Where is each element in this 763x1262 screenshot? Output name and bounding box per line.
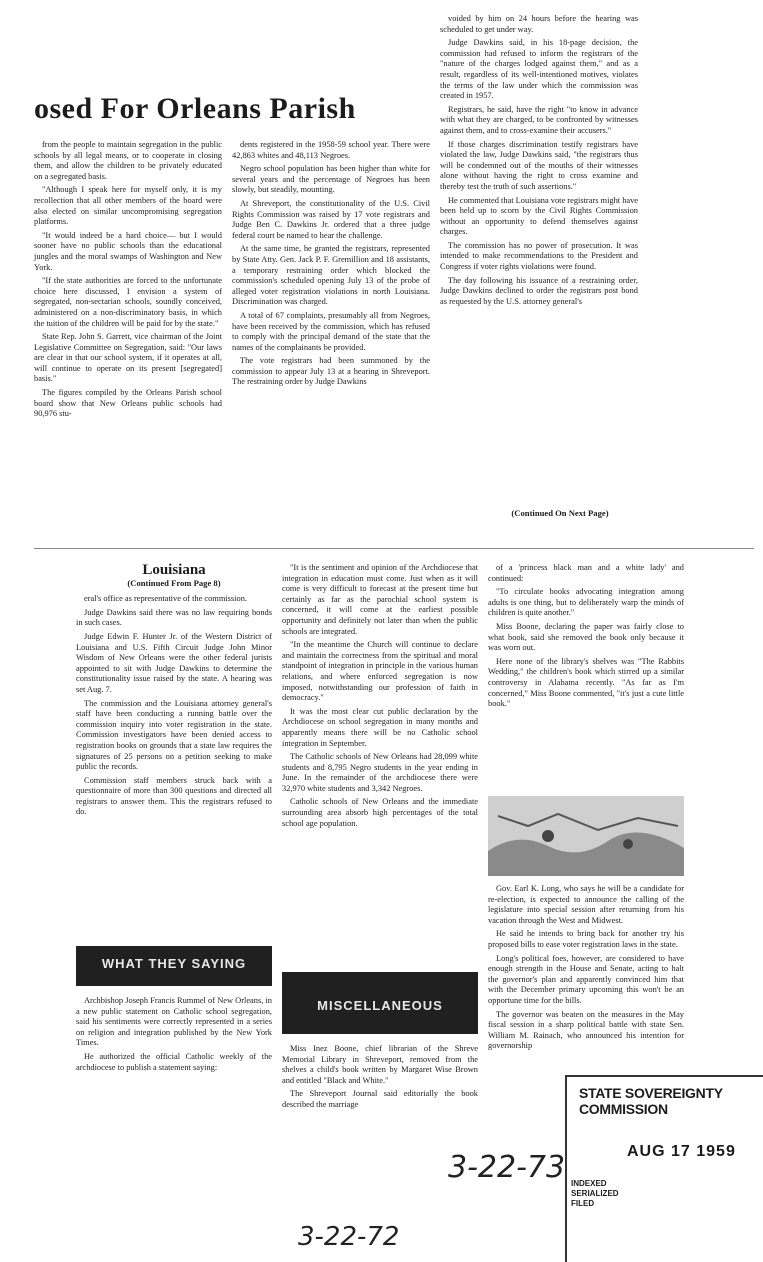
paragraph: "Although I speak here for myself only, it is my recollection that all other members of the board were also elected on similar uncompromising segregation platforms.: [34, 185, 222, 227]
paragraph: "It would indeed be a hard choice— but I would sooner have no public schools than the educational jungles and the moral swamps of Washington and New York.: [34, 230, 222, 272]
louisiana-subtitle: (Continued From Page 8): [127, 577, 221, 588]
paragraph: Judge Dawkins said, in his 18-page decision, the commission had refused to inform the registrars of the "nature of the charges lodged against them," and as a result, regardless of its well-intentioned motives, violates the terms of the law under which the commission was created in 1957.: [440, 38, 638, 101]
newspaper-photo: [488, 796, 684, 876]
stamp-date: AUG 17 1959: [627, 1143, 736, 1160]
paragraph: At Shreveport, the constitutionality of the U.S. Civil Rights Commission was raised by 17 vote registrars and Judge Ben C. Dawkins Jr. ordered that a three judge federal court be named to hear the challenge.: [232, 198, 430, 240]
paragraph: Archbishop Joseph Francis Rummel of New Orleans, in a new public statement on Catholic school segregation, said his sentiments were correctly represented in a series on religion and integration published by the New York Times.: [76, 996, 272, 1048]
middle-column: [282, 563, 478, 832]
handwritten-date-2: 3-22-72: [298, 1222, 400, 1252]
paragraph: At the same time, he granted the registrars, represented by State Atty. Gen. Jack P. F. Gremillion and 18 assistants, a temporary restraining order which blocked the commission's scheduled opening July 13 of the probe of alleged voter registration violations in north Louisiana. Discrimination was charged.: [232, 244, 430, 307]
miscellaneous-banner: [282, 972, 478, 1034]
continued-next-page: (Continued On Next Page): [511, 508, 609, 518]
paragraph: The commission and the Louisiana attorney general's staff have been conducting a running battle over the commission inquiry into voter registration in the state. Commission investigators have been denied access to registration books on grounds that a state law requires the signatures of 25 persons on a petition seeking to make public the records.: [76, 698, 272, 772]
stamp-serialized: SERIALIZED: [571, 1189, 619, 1198]
top-middle-column: [232, 140, 430, 391]
stamp-filed: FILED: [571, 1199, 595, 1208]
photo-texture: [488, 796, 684, 876]
paragraph: eral's office as representative of the commission.: [84, 594, 247, 604]
right-column-bottom: [488, 884, 684, 1055]
paragraph: "To circulate books advocating integration among adults is one thing, but to deliberately warp the minds of children is quite another.": [488, 587, 684, 618]
handwritten-date-1: 3-22-73: [448, 1150, 566, 1185]
paragraph: A total of 67 complaints, presumably all from Negroes, have been received by the commission, which has refused to comply with the principal demand of the state that the names of the complainants be provided.: [232, 310, 430, 352]
paragraph: Long's political foes, however, are considered to have enough strength in the House and Senate, acting to halt the governor's plan and apparently convinced him that with the December primary upcoming this won't be an opportune time for the bills.: [488, 953, 684, 1005]
paragraph: The Catholic schools of New Orleans had 28,099 white students and 8,795 Negro students in the year ending in June. In the remainder of the archdiocese there were 32,970 white students and 3,342 Negroes.: [282, 752, 478, 793]
top-right-column: [440, 14, 638, 310]
paragraph: The figures compiled by the Orleans Parish school board show that New Orleans public schools had 90,976 stu-: [34, 388, 222, 419]
paragraph: Negro school population has been higher than white for several years and the percentage of Negroes has been slowly, but steadily, mounting.: [232, 164, 430, 195]
paragraph: Here none of the library's shelves was "The Rabbits Wedding," the children's book which stirred up a similar controversy in Alabama recently. "As far as I'm concerned," Miss Boone commented, "it's just a cute little book.": [488, 656, 684, 709]
paragraph: Registrars, he said, have the right "to know in advance with what they are charged, to be confronted by witnesses against them, and to cross-examine their accusers.": [440, 104, 638, 135]
paragraph: of a 'princess black man and a white lady' and continued:: [488, 563, 684, 583]
right-column-top: [488, 563, 684, 713]
section-divider: [34, 548, 754, 549]
stamp-title: STATE SOVEREIGNTY COMMISSION: [579, 1085, 723, 1117]
paragraph: He commented that Louisiana vote registrars might have been held up to scorn by the Civil Rights Commission without an opportunity to defend themselves against charges.: [440, 195, 639, 237]
stamp-indexed: INDEXED: [571, 1179, 607, 1188]
louisiana-column: [76, 562, 272, 821]
paragraph: "In the meantime the Church will continue to declare and maintain the correctness from the spiritual and moral standpoint of integration in principle in the various human relations, and where enforced segregation is now imposed, notwithstanding our profession of faith in democracy.": [282, 640, 478, 703]
paragraph: The commission has no power of prosecution. It was intended to make recommendations to the President and Congress if voter rights violations were found.: [440, 240, 638, 272]
top-left-column: [34, 140, 222, 423]
state-sovereignty-commission-stamp: [565, 1075, 763, 1262]
boone-column: [282, 1044, 478, 1114]
paragraph: from the people to maintain segregation in the public schools by all legal means, or to cooperate in closing them, and allow the children to be privately educated on a segregated basis.: [34, 140, 222, 181]
stamp-index-lines: [571, 1179, 763, 1209]
paragraph: The governor was beaten on the measures in the May fiscal session in a sharp political battle with state Sen. William M. Rainach, who announced his intention for governorship: [488, 1009, 684, 1051]
paragraph: State Rep. John S. Garrett, vice chairman of the Joint Legislative Committee on Segregation, said: "Our laws are clear in that our school system, if it operates at all, will continue to operate on its present [segregated] basis.": [34, 332, 222, 384]
page-headline: osed For Orleans Parish: [34, 92, 356, 125]
paragraph: If those charges discrimination testify registrars have violated the law, Judge Dawkins said, "the registrars thus will be condemned out of the mouths of their witnesses alone without having the right to cross examine and thereby test the truth of such assertions.": [440, 139, 638, 191]
paragraph: The day following his issuance of a restraining order, Judge Dawkins declined to order the registrars post bond as requested by the U.S. attorney general's: [440, 275, 638, 306]
banner-mid-label: MISCELLANEOUS: [317, 998, 443, 1013]
paragraph: He authorized the official Catholic weekly of the archdiocese to publish a statement saying:: [76, 1051, 272, 1072]
paragraph: "It is the sentiment and opinion of the Archdiocese that integration in education must come. Just when as it will come is very difficult to forecast at the present time but certainly as far as the parochial school system is concerned, it will come at the earliest possible opportunity and definitely not later than when the public schools are integrated.: [282, 563, 478, 636]
paragraph: The Shreveport Journal said editorially the book described the marriage: [282, 1089, 478, 1109]
paragraph: The vote registrars had been summoned by the commission to appear July 13 at a hearing in Shreveport. The restraining order by Judge Dawkins: [232, 356, 430, 387]
archbishop-column: [76, 996, 272, 1076]
paragraph: Judge Edwin F. Hunter Jr. of the Western District of Louisiana and U.S. Fifth Circuit Judge John Minor Wisdom of New Orleans were the other federal jurists appointed to sit with Judge Dawkins to determine the constitutionality issue raised by the state. A hearing was set Aug. 7.: [76, 631, 272, 694]
paragraph: Judge Dawkins said there was no law requiring bonds in such cases.: [76, 607, 272, 628]
paragraph: He said he intends to bring back for another try his proposed bills to ease voter registration laws in the state.: [488, 929, 684, 949]
paragraph: dents registered in the 1958-59 school year. There were 42,863 whites and 48,113 Negroes.: [232, 140, 430, 160]
paragraph: "If the state authorities are forced to the unfortunate choice here discussed, I envision a system of segregated, non-sectarian schools, soundly conceived, administered on a non-discriminatory basis, in which the tuition of the children will be paid for by the state.": [34, 276, 222, 328]
paragraph: It was the most clear cut public declaration by the Archdiocese on school segregation in many months and apparently means there will be no Catholic school integration in September.: [282, 706, 478, 748]
paragraph: Miss Boone, declaring the paper was fairly close to what book, said she removed the book only because it was worn out.: [488, 621, 684, 653]
what-theyre-saying-banner: [76, 946, 272, 986]
louisiana-title: Louisiana: [142, 562, 206, 578]
paragraph: Catholic schools of New Orleans and the immediate surrounding area absorb high percentages of the total school age population.: [282, 797, 478, 828]
paragraph: voided by him on 24 hours before the hearing was scheduled to get under way.: [440, 14, 638, 34]
paragraph: Miss Inez Boone, chief librarian of the Shreve Memorial Library in Shreveport, removed from the shelves a child's book written by Margaret Wise Brown and entitled "Black and White.": [282, 1044, 478, 1085]
banner-left-label: WHAT THEY SAYING: [101, 956, 247, 971]
paragraph: Commission staff members struck back with a questionnaire of more than 300 questions and directed all registrars to answer them. This the registrars refused to do.: [76, 775, 272, 817]
paragraph: Gov. Earl K. Long, who says he will be a candidate for re-election, is expected to announce the calling of the legislature into special session after returning from his vacation through the West and Midwest.: [488, 884, 684, 925]
